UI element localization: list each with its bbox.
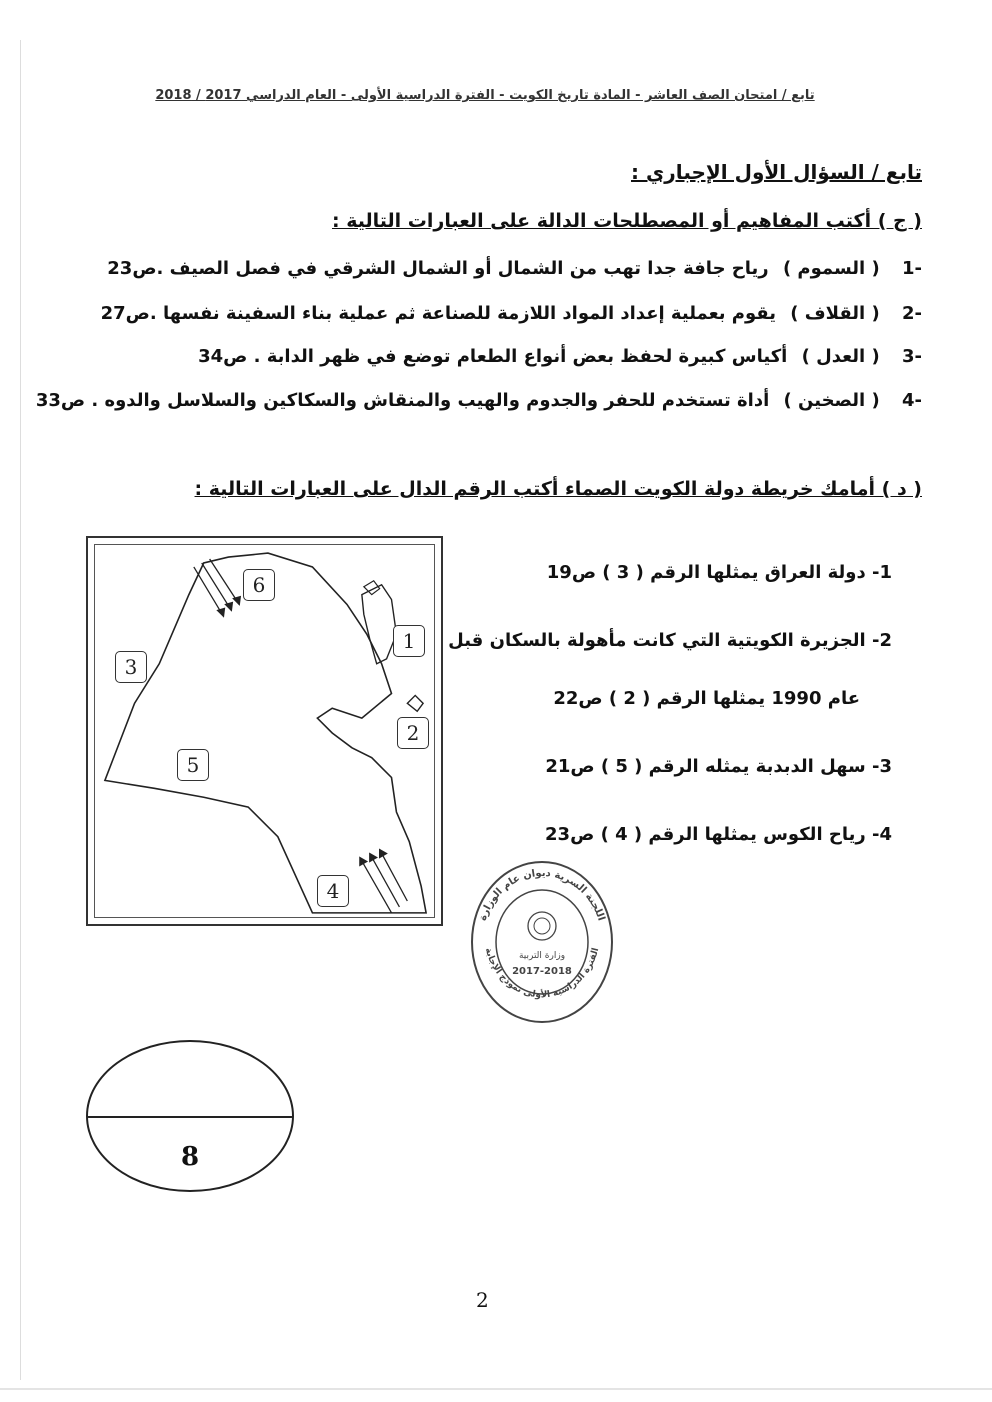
definition-item-3 [198,346,922,367]
item-term: ( الصخين ) [783,390,880,411]
exam-header: تابع / امتحان الصف العاشر - المادة تاريخ الكويت - الفترة الدراسية الأولى - العام الدراسي 2017 / 2018 [155,88,815,103]
page-edge [20,40,21,1380]
svg-text:اللجنة السرية ديوان عام الوزار: اللجنة السرية ديوان عام الوزارة [477,867,607,923]
item-number: -2 [901,303,922,324]
map-label-2: 2 [397,717,429,749]
svg-text:وزارة التربية: وزارة التربية [518,951,566,961]
wind-arrows-south [360,850,407,913]
item-text: رياح جافة جدا تهب من الشمال أو الشمال الشرقي في فصل الصيف .ص23 [107,258,769,279]
score-value: 8 [180,1142,200,1172]
item-text: يقوم بعملية إعداد المواد اللازمة للصناعة ثم عملية بناء السفينة نفسها .ص27 [100,303,776,324]
kuwait-blank-map [86,536,443,926]
map-label-6: 6 [243,569,275,601]
page-bottom-edge [0,1388,992,1390]
item-term: ( العدل ) [801,346,880,367]
official-stamp [468,858,616,1026]
part-c-heading: ( ج ) أكتب المفاهيم أو المصطلحات الدالة على العبارات التالية : [332,210,922,232]
map-label-4: 4 [317,875,349,907]
svg-text:الفترة الدراسية الأولى نموذج ا: الفترة الدراسية الأولى نموذج الإجابة [482,946,602,1001]
item-text: أداة تستخدم للحفر والجدوم والهيب والمنقاش والسكاكين والسلاسل والدوه . ص33 [35,390,770,411]
item-text: أكياس كبيرة لحفظ بعض أنواع الطعام توضع في ظهر الدابة . ص34 [198,346,788,367]
item-number: -3 [901,346,922,367]
item-term: ( القلاف ) [790,303,880,324]
svg-text:2017-2018: 2017-2018 [512,966,572,977]
section-title: تابع / السؤال الأول الإجباري : [631,160,922,184]
map-frame [94,544,435,918]
map-question-2-cont: عام 1990 يمثلها الرقم ( 2 ) ص22 [553,688,860,709]
map-question-1: 1- دولة العراق يمثلها الرقم ( 3 ) ص19 [546,562,892,583]
item-number: -1 [901,258,922,279]
item-term: ( السموم ) [782,258,880,279]
map-question-2: 2- الجزيرة الكويتية التي كانت مأهولة بالسكان قبل [448,630,892,651]
score-divider [88,1116,292,1118]
map-question-4: 4- رياح الكوس يمثلها الرقم ( 4 ) ص23 [545,824,892,845]
map-label-5: 5 [177,749,209,781]
page-number: 2 [476,1288,489,1312]
item-number: -4 [901,390,922,411]
score-box [86,1040,294,1192]
map-label-1: 1 [393,625,425,657]
part-d-heading: ( د ) أمامك خريطة دولة الكويت الصماء أكتب الرقم الدال على العبارات التالية : [194,478,922,500]
definition-item-1 [107,258,922,279]
map-label-3: 3 [115,651,147,683]
definition-item-4 [36,390,922,411]
map-question-3: 3- سهل الدبدبة يمثله الرقم ( 5 ) ص21 [545,756,892,777]
definition-item-2 [101,303,922,324]
